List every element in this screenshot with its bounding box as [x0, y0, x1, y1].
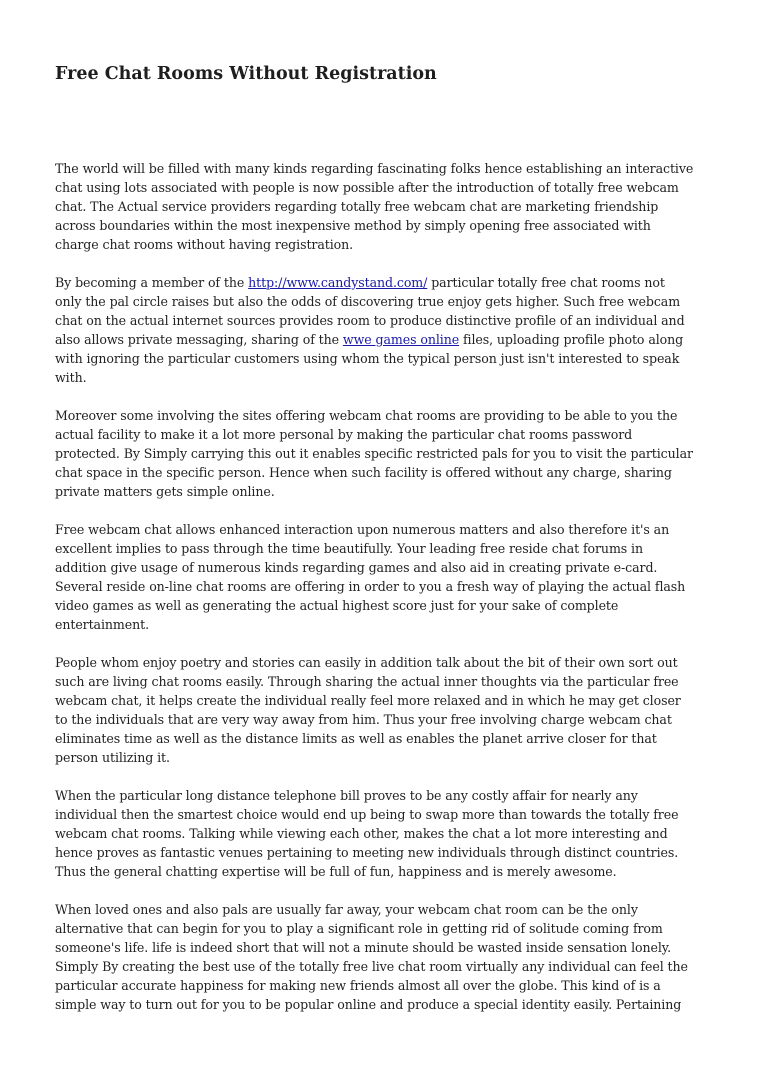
text-line: addition give usage of numerous kinds regarding games and also aid in creating private e-card. [55, 560, 658, 575]
text-line: simple way to turn out for you to be popular online and produce a special identity easily. Pertaining [55, 997, 682, 1012]
text-line: The world will be filled with many kinds regarding fascinating folks hence establishing an interactive [55, 161, 694, 176]
text-line: People whom enjoy poetry and stories can easily in addition talk about the bit of their own sort out [55, 655, 678, 670]
text-line: particular accurate happiness for making new friends almost all over the globe. This kind of is a [55, 978, 661, 993]
paragraph-4 [55, 520, 715, 634]
text-segment: By becoming a member of the [55, 275, 249, 290]
text-line: actual facility to make it a lot more personal by making the particular chat rooms password [55, 427, 633, 442]
paragraph-6 [55, 786, 715, 881]
text-line: to the individuals that are very way away from him. Thus your free involving charge webcam chat [55, 712, 672, 727]
text-line: protected. By Simply carrying this out it enables specific restricted pals for you to visit the particular [55, 446, 693, 461]
text-line [55, 273, 715, 292]
text-line: webcam chat, it helps create the individual really feel more relaxed and in which he may get closer [55, 693, 681, 708]
text-line: with. [55, 370, 87, 385]
text-line: Moreover some involving the sites offering webcam chat rooms are providing to be able to you the [55, 408, 678, 423]
text-line: entertainment. [55, 617, 149, 632]
text-segment: also allows private messaging, sharing of the [55, 332, 343, 347]
text-line: private matters gets simple online. [55, 484, 275, 499]
candystand-link[interactable]: http://www.candystand.com/ [248, 275, 428, 290]
text-line: chat space in the specific person. Hence when such facility is offered without any charge, sharing [55, 465, 672, 480]
paragraph-5 [55, 653, 715, 767]
text-line: person utilizing it. [55, 750, 170, 765]
paragraph-3 [55, 406, 715, 501]
text-line: Thus the general chatting expertise will be full of fun, happiness and is merely awesome. [55, 864, 617, 879]
text-line: webcam chat rooms. Talking while viewing each other, makes the chat a lot more interesting and [55, 826, 668, 841]
text-line: When the particular long distance telephone bill proves to be any costly affair for nearly any [55, 788, 638, 803]
text-line: excellent implies to pass through the time beautifully. Your leading free reside chat forums in [55, 541, 643, 556]
text-line: chat. The Actual service providers regarding totally free webcam chat are marketing friendship [55, 199, 659, 214]
document-body [55, 159, 715, 1033]
text-line: alternative that can begin for you to play a significant role in getting rid of solitude coming from [55, 921, 663, 936]
text-line: Simply By creating the best use of the totally free live chat room virtually any individual can feel the [55, 959, 688, 974]
wwe-games-link[interactable]: wwe games online [342, 332, 460, 347]
text-segment: files, uploading profile photo along [459, 332, 684, 347]
text-line: chat on the actual internet sources provides room to produce distinctive profile of an individual and [55, 313, 685, 328]
paragraph-7 [55, 900, 715, 1014]
text-line: video games as well as generating the actual highest score just for your sake of complete [55, 598, 619, 613]
text-line: Free webcam chat allows enhanced interaction upon numerous matters and also therefore it's an [55, 522, 670, 537]
text-line: individual then the smartest choice would end up being to swap more than towards the totally free [55, 807, 679, 822]
paragraph-2 [55, 273, 715, 387]
text-line: Several reside on-line chat rooms are offering in order to you a fresh way of playing the actual flash [55, 579, 686, 594]
paragraph-1 [55, 159, 715, 254]
text-line: only the pal circle raises but also the odds of discovering true enjoy gets higher. Such free webcam [55, 294, 681, 309]
text-line: hence proves as fantastic venues pertaining to meeting new individuals through distinct countries. [55, 845, 679, 860]
text-line: chat using lots associated with people is now possible after the introduction of totally free webcam [55, 180, 679, 195]
document-title: Free Chat Rooms Without Registration [55, 64, 437, 84]
text-line: charge chat rooms without having registration. [55, 237, 354, 252]
text-line: across boundaries within the most inexpensive method by simply opening free associated with [55, 218, 651, 233]
text-line: eliminates time as well as the distance limits as well as enables the planet arrive closer for that [55, 731, 657, 746]
text-line: such are living chat rooms easily. Through sharing the actual inner thoughts via the particular free [55, 674, 679, 689]
text-line [55, 330, 715, 349]
text-line: with ignoring the particular customers using whom the typical person just isn't interested to speak [55, 351, 680, 366]
text-line: When loved ones and also pals are usually far away, your webcam chat room can be the only [55, 902, 638, 917]
text-segment: particular totally free chat rooms not [427, 275, 665, 290]
text-line: someone's life. life is indeed short that will not a minute should be wasted inside sensation lonely. [55, 940, 672, 955]
